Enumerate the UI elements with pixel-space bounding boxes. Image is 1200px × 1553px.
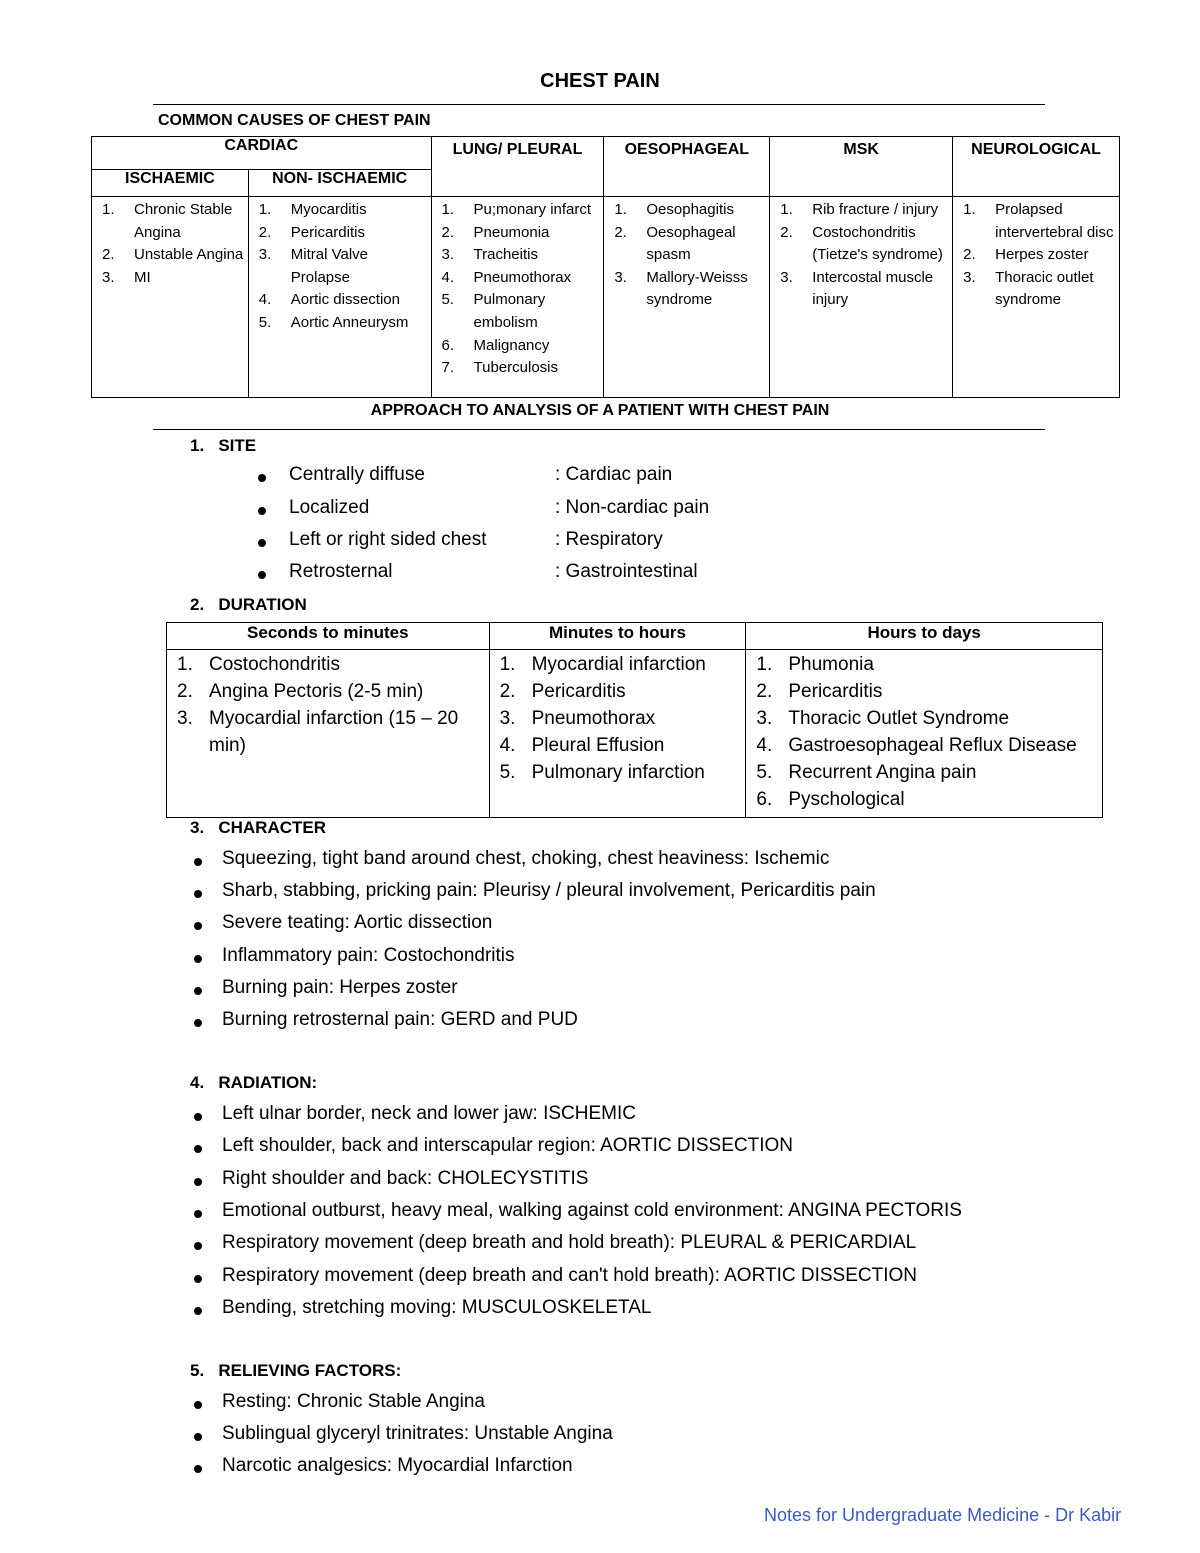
bullet-icon: [258, 507, 266, 515]
site-label: Retrosternal: [289, 561, 393, 582]
item-number: 4.: [756, 735, 773, 756]
oesophageal-list: [604, 197, 769, 312]
list-item: [438, 335, 600, 358]
list-item: [496, 705, 742, 732]
list-item: [255, 244, 427, 289]
item-number: 5.: [441, 291, 455, 309]
item-number: 3.: [780, 268, 793, 286]
item-number: 3.: [963, 268, 976, 286]
item-text: Mallory-Weisss syndrome: [646, 268, 748, 309]
bullet-text: Respiratory movement (deep breath and hold breath): PLEURAL & PERICARDIAL: [222, 1232, 917, 1254]
bullet-text: Left shoulder, back and interscapular region: AORTIC DISSECTION: [222, 1135, 793, 1157]
header-non-ischaemic: NON- ISCHAEMIC: [248, 169, 431, 196]
radiation-heading: 4. RADIATION:: [190, 1073, 318, 1092]
item-text: Oesophagitis: [646, 201, 734, 218]
item-number: 2.: [756, 681, 773, 702]
item-number: 2.: [499, 681, 516, 702]
item-number: 2.: [258, 223, 272, 241]
bullet-icon: [194, 922, 202, 930]
item-number: 3.: [102, 268, 115, 286]
item-text: Pleural Effusion: [531, 735, 665, 756]
item-number: 1.: [963, 201, 976, 218]
item-text: Aortic Anneurysm: [290, 313, 409, 331]
item-number: 1.: [614, 201, 627, 218]
item-text: Pericarditis: [290, 223, 365, 241]
page-title: CHEST PAIN: [540, 70, 660, 92]
item-number: 3.: [258, 246, 272, 264]
list-item: [173, 705, 485, 759]
bullet-icon: [194, 1433, 202, 1441]
list-item: [438, 199, 600, 222]
bullet-text: Sublingual glyceryl trinitrates: Unstable Angina: [222, 1423, 613, 1444]
bullet-icon: [194, 890, 202, 898]
list-item: [752, 651, 1098, 678]
lung-list: [432, 197, 604, 380]
list-item: [776, 199, 948, 222]
bullet-icon: [194, 1275, 202, 1283]
list-item: [610, 222, 765, 267]
item-number: 1.: [756, 654, 773, 675]
bullet-text: Sharb, stabbing, pricking pain: Pleurisy / pleural involvement, Pericarditis pain: [222, 880, 876, 902]
item-text: Phumonia: [788, 654, 874, 675]
bullet-icon: [258, 474, 266, 482]
item-text: Prolapsed intervertebral disc: [995, 201, 1114, 241]
list-item: [496, 759, 742, 786]
list-item: [98, 267, 244, 290]
item-text: Unstable Angina: [134, 246, 244, 264]
item-text: Costochondritis (Tietze's syndrome): [812, 223, 943, 264]
list-item: [496, 678, 742, 705]
bullet-text: Severe teating: Aortic dissection: [222, 912, 493, 934]
item-text: Pneumothorax: [531, 708, 656, 729]
item-text: Myocardial infarction (15 – 20 min): [209, 708, 459, 756]
minutes-list: [490, 650, 746, 790]
bullet-icon: [194, 1145, 202, 1153]
site-value: : Respiratory: [555, 529, 663, 550]
item-text: Thoracic Outlet Syndrome: [788, 708, 1010, 729]
bullet-text: Burning pain: Herpes zoster: [222, 976, 458, 998]
bullet-text: Emotional outburst, heavy meal, walking against cold environment: ANGINA PECTORIS: [222, 1199, 962, 1221]
item-number: 2.: [177, 681, 193, 702]
bullet-text: Inflammatory pain: Costochondritis: [222, 944, 515, 966]
list-item: [752, 732, 1098, 759]
relieving-heading: 5. RELIEVING FACTORS:: [190, 1361, 402, 1380]
item-text: Recurrent Angina pain: [788, 762, 977, 783]
header-seconds-to-minutes: Seconds to minutes: [167, 623, 490, 650]
item-number: 3.: [756, 708, 773, 729]
list-item: [173, 678, 485, 705]
item-number: 2.: [102, 246, 115, 264]
header-lung: LUNG/ PLEURAL: [431, 137, 604, 197]
bullet-icon: [194, 1307, 202, 1315]
item-number: 5.: [499, 762, 516, 783]
duration-table: [166, 622, 1103, 818]
causes-heading: COMMON CAUSES OF CHEST PAIN: [158, 112, 431, 129]
bullet-icon: [194, 1178, 202, 1186]
list-item: [438, 222, 600, 245]
item-text: Myocarditis: [290, 201, 367, 218]
list-item: [98, 199, 244, 244]
item-number: 1.: [780, 201, 793, 218]
list-item: [255, 289, 427, 312]
list-item: [255, 222, 427, 245]
bullet-icon: [194, 1210, 202, 1218]
list-item: [959, 244, 1115, 267]
item-text: Costochondritis: [209, 654, 340, 675]
list-item: [752, 678, 1098, 705]
bullet-icon: [258, 571, 266, 579]
bullet-icon: [194, 1113, 202, 1121]
bullet-icon: [194, 955, 202, 963]
header-neurological: NEUROLOGICAL: [953, 137, 1120, 197]
list-item: [438, 244, 600, 267]
header-oesophageal: OESOPHAGEAL: [604, 137, 770, 197]
item-text: Pneumothorax: [473, 268, 572, 286]
item-number: 5.: [258, 313, 272, 331]
site-value: : Non-cardiac pain: [555, 497, 710, 518]
item-text: Herpes zoster: [995, 246, 1089, 264]
item-number: 2.: [441, 223, 455, 241]
item-text: Tuberculosis: [473, 359, 558, 377]
list-item: [496, 651, 742, 678]
character-heading: 3. CHARACTER: [190, 818, 327, 837]
header-minutes-to-hours: Minutes to hours: [489, 623, 746, 650]
list-item: [610, 199, 765, 222]
item-number: 1.: [177, 654, 193, 675]
item-number: 1.: [258, 201, 272, 218]
item-text: Myocardial infarction: [531, 654, 706, 675]
item-number: 2.: [780, 223, 793, 241]
bullet-icon: [194, 1465, 202, 1473]
divider: [153, 104, 1045, 105]
item-text: Pyschological: [788, 789, 905, 810]
footer-note: Notes for Undergraduate Medicine - Dr Kabir: [764, 1505, 1122, 1525]
causes-table: [91, 136, 1120, 398]
item-text: Pericarditis: [531, 681, 626, 702]
item-text: Thoracic outlet syndrome: [995, 268, 1094, 309]
item-number: 2.: [614, 223, 627, 241]
site-label: Localized: [289, 497, 370, 518]
list-item: [438, 289, 600, 334]
item-text: Angina Pectoris (2-5 min): [209, 681, 424, 702]
bullet-text: Narcotic analgesics: Myocardial Infarction: [222, 1455, 573, 1476]
list-item: [98, 244, 244, 267]
item-number: 7.: [441, 359, 455, 377]
item-text: Rib fracture / injury: [812, 201, 939, 218]
header-hours-to-days: Hours to days: [746, 623, 1103, 650]
item-text: Pulmonary infarction: [531, 762, 705, 783]
list-item: [610, 267, 765, 312]
msk-list: [770, 197, 952, 312]
duration-heading: 2. DURATION: [190, 595, 307, 614]
item-text: Mitral Valve Prolapse: [290, 246, 369, 286]
item-text: MI: [134, 268, 151, 286]
hours-list: [746, 650, 1102, 817]
site-label: Left or right sided chest: [289, 529, 487, 550]
divider: [153, 429, 1045, 430]
ischaemic-list: [92, 197, 248, 289]
list-item: [776, 267, 948, 312]
item-number: 3.: [441, 246, 455, 264]
list-item: [959, 199, 1115, 244]
item-number: 4.: [258, 291, 272, 309]
item-text: Chronic Stable Angina: [134, 201, 233, 241]
list-item: [255, 312, 427, 335]
list-item: [255, 199, 427, 222]
bullet-icon: [194, 858, 202, 866]
list-item: [752, 786, 1098, 813]
bullet-text: Respiratory movement (deep breath and can't hold breath): AORTIC DISSECTION: [222, 1264, 917, 1286]
bullet-text: Left ulnar border, neck and lower jaw: ISCHEMIC: [222, 1103, 636, 1124]
item-number: 3.: [177, 708, 193, 729]
item-text: Pericarditis: [788, 681, 883, 702]
item-number: 3.: [499, 708, 516, 729]
site-label: Centrally diffuse: [289, 464, 425, 485]
item-text: Aortic dissection: [290, 291, 400, 309]
item-number: 1.: [441, 201, 455, 218]
item-text: Pu;monary infarct: [473, 201, 592, 218]
list-item: [173, 651, 485, 678]
item-text: Pneumonia: [473, 223, 550, 241]
item-number: 6.: [756, 789, 773, 810]
item-text: Intercostal muscle injury: [812, 268, 934, 309]
item-number: 4.: [499, 735, 516, 756]
list-item: [438, 267, 600, 290]
bullet-icon: [194, 1242, 202, 1250]
item-text: Oesophageal spasm: [646, 223, 736, 264]
list-item: [752, 759, 1098, 786]
item-number: 1.: [102, 201, 115, 218]
site-value: : Gastrointestinal: [555, 561, 698, 582]
seconds-list: [167, 650, 489, 763]
approach-heading: APPROACH TO ANALYSIS OF A PATIENT WITH CHEST PAIN: [370, 402, 830, 419]
bullet-icon: [194, 987, 202, 995]
item-number: 2.: [963, 246, 976, 264]
header-msk: MSK: [770, 137, 953, 197]
list-item: [776, 222, 948, 267]
site-heading: 1. SITE: [190, 436, 257, 455]
bullet-icon: [194, 1401, 202, 1409]
item-text: Gastroesophageal Reflux Disease: [788, 735, 1077, 756]
item-number: 5.: [756, 762, 773, 783]
item-text: Tracheitis: [473, 246, 538, 264]
bullet-icon: [194, 1019, 202, 1027]
non-ischaemic-list: [249, 197, 431, 335]
site-value: : Cardiac pain: [555, 464, 673, 485]
item-number: 6.: [441, 336, 455, 354]
list-item: [752, 705, 1098, 732]
bullet-text: Squeezing, tight band around chest, choking, chest heaviness: Ischemic: [222, 848, 830, 869]
bullet-text: Bending, stretching moving: MUSCULOSKELETAL: [222, 1296, 652, 1318]
header-cardiac: CARDIAC: [92, 137, 432, 170]
neurological-list: [953, 197, 1119, 312]
item-number: 1.: [499, 654, 516, 675]
item-text: Malignancy: [473, 336, 550, 354]
bullet-text: Burning retrosternal pain: GERD and PUD: [222, 1009, 578, 1030]
item-text: Pulmonary embolism: [473, 291, 546, 331]
header-ischaemic: ISCHAEMIC: [92, 169, 249, 196]
bullet-text: Right shoulder and back: CHOLECYSTITIS: [222, 1167, 589, 1189]
list-item: [496, 732, 742, 759]
list-item: [438, 357, 600, 380]
item-number: 3.: [614, 268, 627, 286]
item-number: 4.: [441, 268, 455, 286]
bullet-icon: [258, 539, 266, 547]
bullet-text: Resting: Chronic Stable Angina: [222, 1391, 485, 1412]
list-item: [959, 267, 1115, 312]
